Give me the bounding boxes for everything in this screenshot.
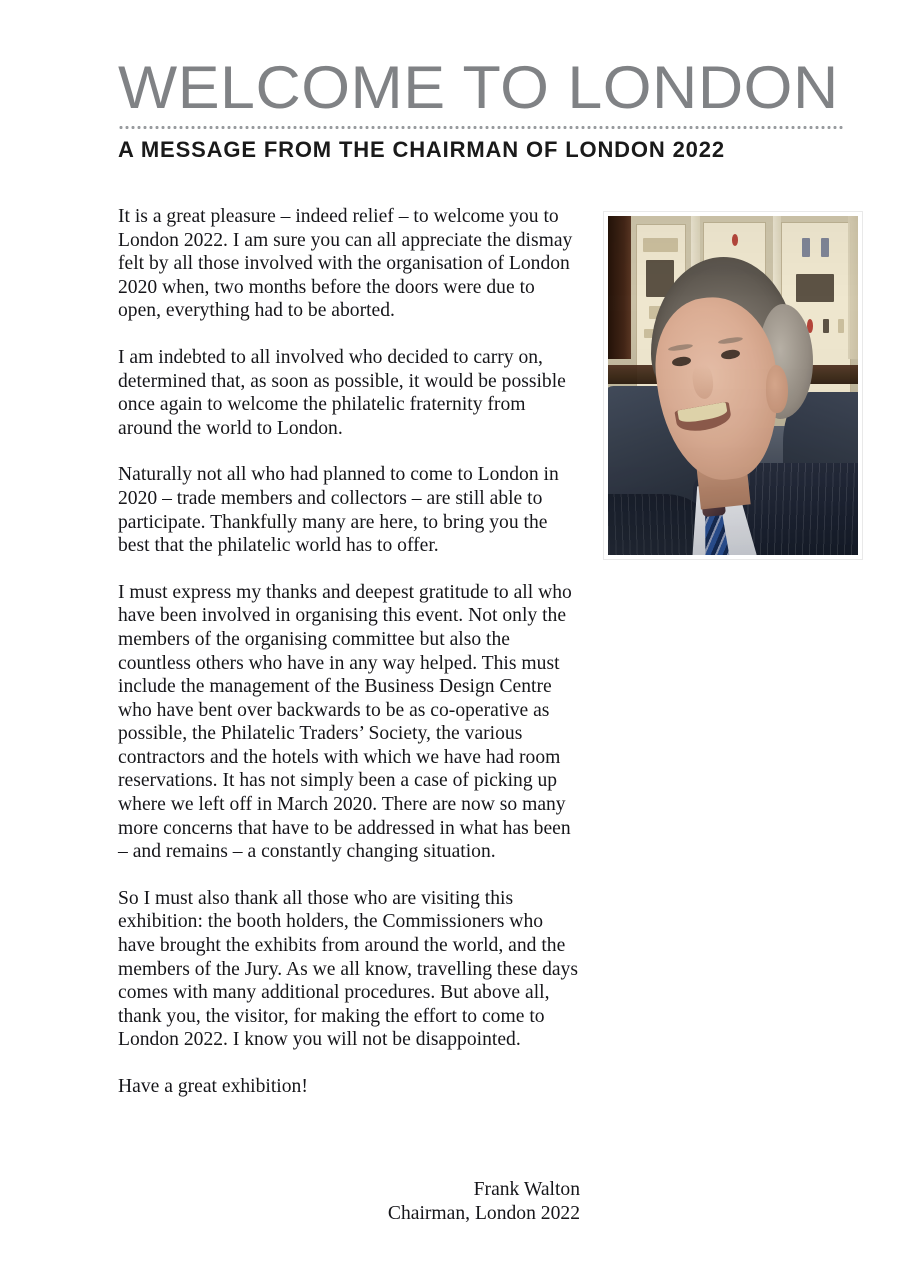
letter-closing: Have a great exhibition! [118, 1076, 308, 1097]
letter-paragraph: Naturally not all who had planned to come to London in 2020 – trade members and collectors – are still able to participate. Thankfully many are here, to bring you the best that the philatelic world has to offer. [118, 464, 559, 557]
page-title: WELCOME TO LONDON [118, 54, 839, 121]
signature-role: Chairman, London 2022 [387, 1202, 580, 1224]
chairman-portrait-photo [604, 212, 862, 559]
portrait-image [608, 216, 858, 555]
letter-paragraph: So I must also thank all those who are visiting this exhibition: the booth holders, the Commissioners who have brought the exhibits from around the world, and the members of the Jury. As we all know, travelling these days comes with many additional procedures. But above all, thank you, the visitor, for making the effort to come to London 2022. I know you will not be disappointed. [118, 887, 578, 1051]
letter-body [118, 205, 580, 1099]
letter-paragraph: I am indebted to all involved who decided to carry on, determined that, as soon as possible, it would be possible once again to welcome the philatelic fraternity from around the world to London. [118, 346, 566, 439]
document-header [118, 56, 846, 164]
signature-name: Frank Walton [473, 1179, 580, 1200]
suit-shoulder-left [608, 494, 703, 555]
ear [766, 365, 789, 412]
letter-paragraph: I must express my thanks and deepest gratitude to all who have been involved in organising this event. Not only the members of the organising committee but also the countless others who have in any way helped. This must include the management of the Business Design Centre who have bent over backwards to be as co-operative as possible, the Philatelic Traders’ Society, the various contractors and the hotels with which we have had room reservations. It has not simply been a case of picking up where we left off in March 2020. There are now so many more concerns that have to be addressed in what has been – and remains – a constantly changing situation. [118, 581, 572, 863]
page-subtitle: A MESSAGE FROM THE CHAIRMAN OF LONDON 2022 [118, 137, 725, 162]
letter-paragraph: It is a great pleasure – indeed relief – to welcome you to London 2022. I am sure you can all appreciate the dismay felt by all those involved with the organisation of London 2020 when, two months before the doors were due to open, everything had to be aborted. [118, 206, 573, 322]
title-divider [118, 126, 844, 129]
signature-block [118, 1178, 580, 1225]
